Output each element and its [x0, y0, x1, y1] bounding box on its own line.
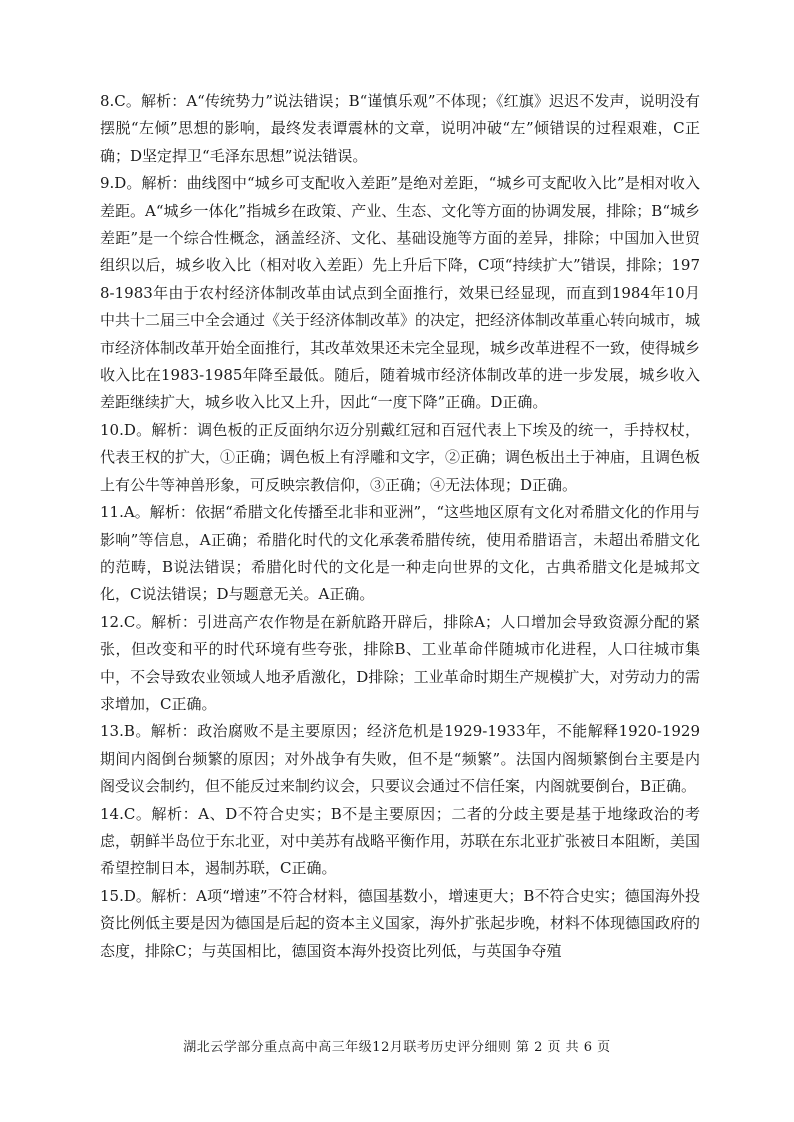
answer-12: 12.C。解析：引进高产农作物是在新航路开辟后，排除A；人口增加会导致资源分配的紧张，但改变和平的时代环境有些夸张，排除B、工业革命伴随城市化进程，人口往城市集中，不会导致农业领域人地矛盾激化，D排除；工业革命时期生产规模扩大，对劳动力的需求增加，C正确。	[100, 612, 700, 713]
answer-10: 10.D。解析：调色板的正反面纳尔迈分别戴红冠和百冠代表上下埃及的统一，手持权杖，代表王权的扩大，①正确；调色板上有浮雕和文字，②正确；调色板出土于神庙，且调色板上有公牛等神兽形象，可反映宗教信仰，③正确；④无法体现；D正确。	[100, 420, 701, 494]
answer-15: 15.D。解析：A项“增速”不符合材料，德国基数小，增速更大；B不符合史实；德国海外投资比例低主要是因为德国是后起的资本主义国家，海外扩张起步晚，材料不体现德国政府的态度，排除C；与英国相比，德国资本海外投资比列低，与英国争夺殖	[100, 886, 701, 960]
answer-explanations	[100, 88, 700, 965]
answer-9: 9.D。解析：曲线图中“城乡可支配收入差距”是绝对差距，“城乡可支配收入比”是相对收入差距。A“城乡一体化”指城乡在政策、产业、生态、文化等方面的协调发展，排除；B“城乡差距”是一个综合性概念，涵盖经济、文化、基础设施等方面的差异，排除；中国加入世贸组织以后，城乡收入比（相对收入差距）先上升后下降，C项“持续扩大”错误，排除；1978-1983年由于农村经济体制改革由试点到全面推行，效果已经显现，而直到1984年10月中共十二届三中全会通过《关于经济体制改革》的决定，把经济体制改革重心转向城市，城市经济体制改革开始全面推行，其改革效果还未完全显现，城乡改革进程不一致，使得城乡收入比在1983-1985年降至最低。随后，随着城市经济体制改革的进一步发展，城乡收入差距继续扩大，城乡收入比又上升，因此“一度下降”正确。D正确。	[100, 174, 701, 412]
answer-8: 8.C。解析：A“传统势力”说法错误；B“谨慎乐观”不体现；《红旗》迟迟不发声，说明没有摆脱“左倾”思想的影响，最终发表谭震林的文章，说明冲破“左”倾错误的过程艰难，C正确；D坚定捍卫“毛泽东思想”说法错误。	[100, 92, 700, 165]
page-footer: 湖北云学部分重点高中高三年级12月联考历史评分细则 第 2 页 共 6 页	[183, 1040, 611, 1055]
answer-11: 11.A。解析：依据“希腊文化传播至北非和亚洲”，“这些地区原有文化对希腊文化的作用与影响”等信息，A正确；希腊化时代的文化承袭希腊传统，使用希腊语言，未超出希腊文化的范畴，B说法错误；希腊化时代的文化是一种走向世界的文化，古典希腊文化是城邦文化，C说法错误；D与题意无关。A正确。	[100, 503, 700, 604]
answer-13: 13.B。解析：政治腐败不是主要原因；经济危机是1929-1933年，不能解释1920-1929期间内阁倒台频繁的原因；对外战争有失败，但不是“频繁”。法国内阁频繁倒台主要是内阁受议会制约，但不能反过来制约议会，只要议会通过不信任案，内阁就要倒台，B正确。	[100, 722, 700, 796]
answer-14: 14.C。解析：A、D不符合史实；B不是主要原因；二者的分歧主要是基于地缘政治的考虑，朝鲜半岛位于东北亚，对中美苏有战略平衡作用，苏联在东北亚扩张被日本阻断，美国希望控制日本，遏制苏联，C正确。	[100, 804, 701, 878]
